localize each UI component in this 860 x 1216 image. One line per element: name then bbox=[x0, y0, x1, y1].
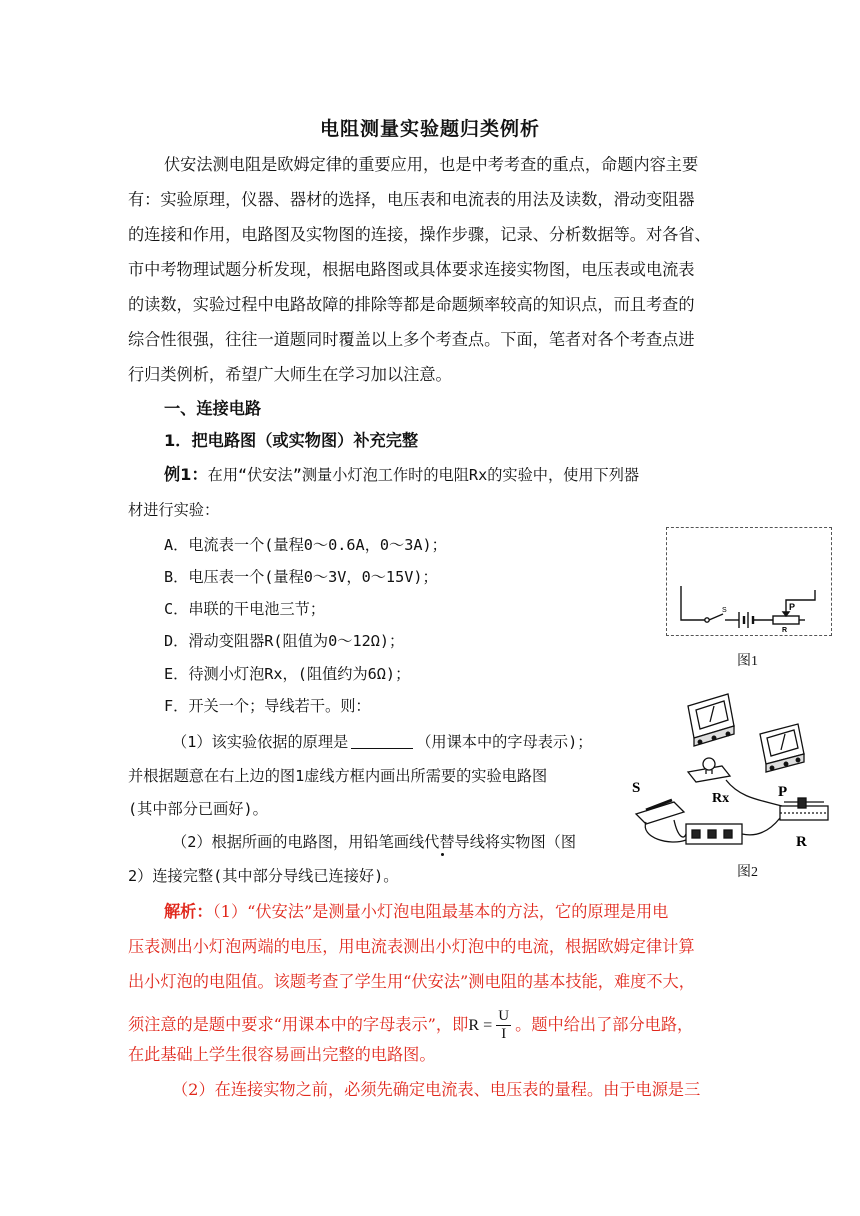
fig1-label-resistor: R bbox=[782, 627, 788, 634]
option-item: D．滑动变阻器R(阻值为0～12Ω)； bbox=[164, 632, 405, 650]
option-item: E．待测小灯泡Rx，(阻值约为6Ω)； bbox=[164, 665, 411, 683]
answer-blank bbox=[351, 732, 413, 749]
example-label: 例1： bbox=[164, 465, 208, 484]
intro-line: 行归类例析，希望广大师生在学习加以注意。 bbox=[128, 365, 452, 384]
figure-1-dashed-frame bbox=[666, 527, 832, 636]
question-line: (其中部分已画好)。 bbox=[128, 800, 268, 818]
option-item: B．电压表一个(量程0～3V，0～15V)； bbox=[164, 568, 438, 586]
question-line: （2）根据所画的电路图，用铅笔画线代替导线将实物图（图 bbox=[172, 833, 577, 851]
formula-denominator: I bbox=[501, 1026, 507, 1042]
analysis-line: 压表测出小灯泡两端的电压，用电流表测出小灯泡中的电流，根据欧姆定律计算 bbox=[128, 937, 695, 956]
question-1-text: （1）该实验依据的原理是 bbox=[172, 733, 349, 751]
example-text: 在用“伏安法”测量小灯泡工作时的电阻Rx的实验中，使用下列器 bbox=[207, 466, 640, 484]
analysis-text: 。题中给出了部分电路， bbox=[515, 1015, 694, 1034]
fig2-label-switch: S bbox=[632, 780, 641, 796]
subsection-heading: 1．把电路图（或实物图）补充完整 bbox=[164, 431, 419, 450]
figure-2-caption: 图2 bbox=[737, 865, 758, 880]
analysis-text: 须注意的是题中要求“用课本中的字母表示”，即 bbox=[128, 1015, 469, 1034]
analysis-line bbox=[128, 1008, 693, 1043]
question-line: 并根据题意在右上边的图1虚线方框内画出所需要的实验电路图 bbox=[128, 767, 548, 785]
example-line: 材进行实验： bbox=[128, 501, 220, 519]
fig2-label-slider: P bbox=[778, 784, 788, 800]
emphasis-dot bbox=[441, 853, 444, 856]
intro-line: 有：实验原理，仪器、器材的选择，电压表和电流表的用法及读数，滑动变阻器 bbox=[128, 190, 695, 209]
intro-line: 的读数，实验过程中电路故障的排除等都是命题频率较高的知识点，而且考查的 bbox=[128, 295, 695, 314]
formula-fraction bbox=[496, 1008, 511, 1043]
formula-lhs: R = bbox=[468, 1016, 493, 1034]
question-line bbox=[172, 731, 592, 753]
figure-2-apparatus bbox=[630, 688, 838, 858]
analysis-text: （1）“伏安法”是测量小灯泡电阻最基本的方法，它的原理是用电 bbox=[212, 902, 669, 921]
analysis-line: 出小灯泡的电阻值。该题考查了学生用“伏安法”测电阻的基本技能，难度不大， bbox=[128, 972, 695, 991]
fig1-label-switch: S bbox=[722, 607, 727, 614]
analysis-label: 解析： bbox=[164, 902, 213, 921]
fig1-label-slider: P bbox=[789, 602, 796, 612]
page-title: 电阻测量实验题归类例析 bbox=[319, 118, 540, 140]
question-1-text: （用课本中的字母表示)； bbox=[416, 733, 593, 751]
question-line: 2）连接完整(其中部分导线已连接好)。 bbox=[128, 867, 399, 885]
section-heading: 一、连接电路 bbox=[164, 399, 262, 418]
option-item: F．开关一个；导线若干。则： bbox=[164, 697, 371, 715]
figure-1-circuit bbox=[667, 528, 831, 635]
analysis-line: （2）在连接实物之前，必须先确定电流表、电压表的量程。由于电源是三 bbox=[172, 1080, 701, 1099]
intro-line: 综合性很强，往往一道题同时覆盖以上多个考查点。下面，笔者对各个考查点进 bbox=[128, 330, 695, 349]
figure-2-drawing bbox=[630, 688, 838, 858]
option-item: C．串联的干电池三节； bbox=[164, 600, 326, 618]
fig2-label-rheostat: R bbox=[796, 834, 807, 850]
fig2-label-lamp: Rx bbox=[712, 791, 730, 806]
analysis-line bbox=[164, 901, 668, 923]
analysis-line: 在此基础上学生很容易画出完整的电路图。 bbox=[128, 1045, 436, 1064]
figure-1-caption: 图1 bbox=[737, 654, 758, 669]
formula-numerator: U bbox=[498, 1008, 510, 1024]
option-item: A．电流表一个(量程0～0.6A，0～3A)； bbox=[164, 536, 447, 554]
example-line bbox=[164, 464, 639, 486]
intro-line: 的连接和作用，电路图及实物图的连接，操作步骤，记录、分析数据等。对各省、 bbox=[128, 225, 711, 244]
intro-line: 伏安法测电阻是欧姆定律的重要应用，也是中考考查的重点，命题内容主要 bbox=[164, 155, 699, 174]
intro-line: 市中考物理试题分析发现，根据电路图或具体要求连接实物图，电压表或电流表 bbox=[128, 260, 695, 279]
